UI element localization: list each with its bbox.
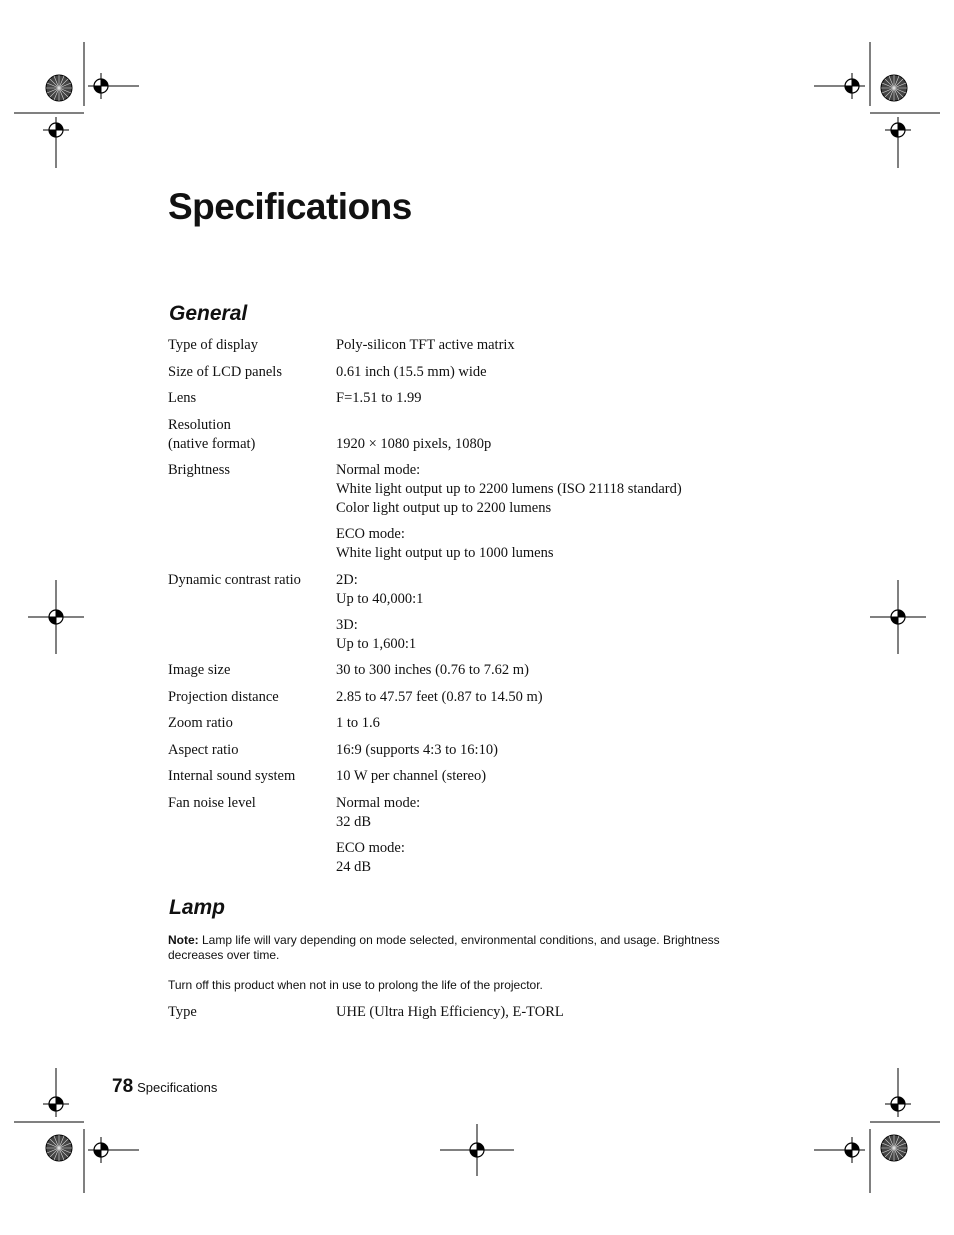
spec-label	[168, 416, 336, 454]
spec-row-sound-system	[168, 767, 768, 786]
general-spec-table	[168, 336, 768, 884]
spec-value: 2.85 to 47.57 feet (0.87 to 14.50 m)	[336, 688, 543, 705]
spec-label: Image size	[168, 662, 231, 678]
note-label: Note:	[168, 933, 199, 947]
mode-value: 32 dB	[336, 813, 372, 830]
spec-label-line: (native format)	[168, 435, 256, 452]
mode-heading: 2D:	[336, 571, 358, 588]
spec-row-lens	[168, 389, 768, 408]
spec-row-zoom-ratio	[168, 714, 768, 733]
fan-eco-mode	[336, 839, 768, 877]
section-heading-lamp: Lamp	[169, 896, 226, 919]
mode-value: Up to 40,000:1	[336, 590, 424, 607]
brightness-eco-mode	[336, 525, 768, 563]
contrast-2d	[336, 571, 768, 609]
spec-label: Dynamic contrast ratio	[168, 571, 301, 588]
spec-value: 1920 × 1080 pixels, 1080p	[336, 435, 492, 452]
spec-value: 10 W per channel (stereo)	[336, 768, 487, 784]
mode-value: Color light output up to 2200 lumens	[336, 500, 552, 516]
brightness-normal-mode	[336, 461, 768, 518]
lamp-spec-table	[168, 1003, 768, 1030]
spec-label-line: Resolution	[168, 416, 231, 433]
spec-value: UHE (Ultra High Efficiency), E-TORL	[336, 1004, 564, 1020]
spec-value	[336, 571, 768, 654]
page-title: Specifications	[168, 186, 412, 227]
spec-value: Poly-silicon TFT active matrix	[336, 337, 515, 353]
section-heading-general: General	[169, 302, 248, 325]
spec-label: Fan noise level	[168, 794, 256, 811]
spec-label: Type of display	[168, 337, 258, 353]
footer-section-title: Specifications	[137, 1080, 218, 1095]
spec-row-resolution	[168, 416, 768, 454]
note-text: Lamp life will vary depending on mode selected, environmental conditions, and usage. Brightness decreases over time.	[168, 933, 720, 962]
mode-value: Up to 1,600:1	[336, 635, 417, 652]
spec-row-projection-distance	[168, 688, 768, 707]
fan-normal-mode	[336, 794, 768, 832]
spec-label: Zoom ratio	[168, 715, 233, 731]
spec-row-aspect-ratio	[168, 741, 768, 760]
spec-label: Internal sound system	[168, 768, 296, 784]
spec-value	[336, 461, 768, 563]
spec-row-brightness	[168, 461, 768, 563]
spec-value: 16:9 (supports 4:3 to 16:10)	[336, 741, 498, 758]
spec-value: 30 to 300 inches (0.76 to 7.62 m)	[336, 662, 529, 678]
mode-heading: ECO mode:	[336, 839, 405, 856]
mode-value: 24 dB	[336, 858, 372, 875]
spec-value	[336, 794, 768, 877]
contrast-3d	[336, 616, 768, 654]
spec-value: F=1.51 to 1.99	[336, 390, 422, 406]
page-number: 78	[112, 1076, 134, 1097]
spec-label: Lens	[168, 390, 197, 406]
lamp-turn-off-note: Turn off this product when not in use to prolong the life of the projector.	[168, 978, 543, 992]
mode-heading: Normal mode:	[336, 794, 421, 811]
spec-label: Brightness	[168, 462, 231, 478]
spec-label: Projection distance	[168, 688, 279, 705]
spec-label: Size of LCD panels	[168, 363, 282, 380]
mode-value: White light output up to 1000 lumens	[336, 545, 554, 561]
spec-row-contrast	[168, 571, 768, 654]
spec-label: Type	[168, 1004, 197, 1020]
lamp-note	[168, 933, 768, 963]
spec-value: 0.61 inch (15.5 mm) wide	[336, 363, 487, 380]
mode-heading: 3D:	[336, 616, 358, 633]
mode-value: White light output up to 2200 lumens (ISO 21118 standard)	[336, 481, 682, 497]
spec-row-image-size	[168, 661, 768, 680]
spec-row-lcd-size	[168, 363, 768, 382]
spec-row-fan-noise	[168, 794, 768, 877]
mode-heading: ECO mode:	[336, 526, 405, 542]
page-footer	[112, 1076, 217, 1098]
spec-row-type-of-display	[168, 336, 768, 355]
mode-heading: Normal mode:	[336, 462, 421, 478]
spec-value: 1 to 1.6	[336, 715, 380, 731]
spec-row-lamp-type	[168, 1003, 768, 1022]
spec-label: Aspect ratio	[168, 741, 239, 758]
